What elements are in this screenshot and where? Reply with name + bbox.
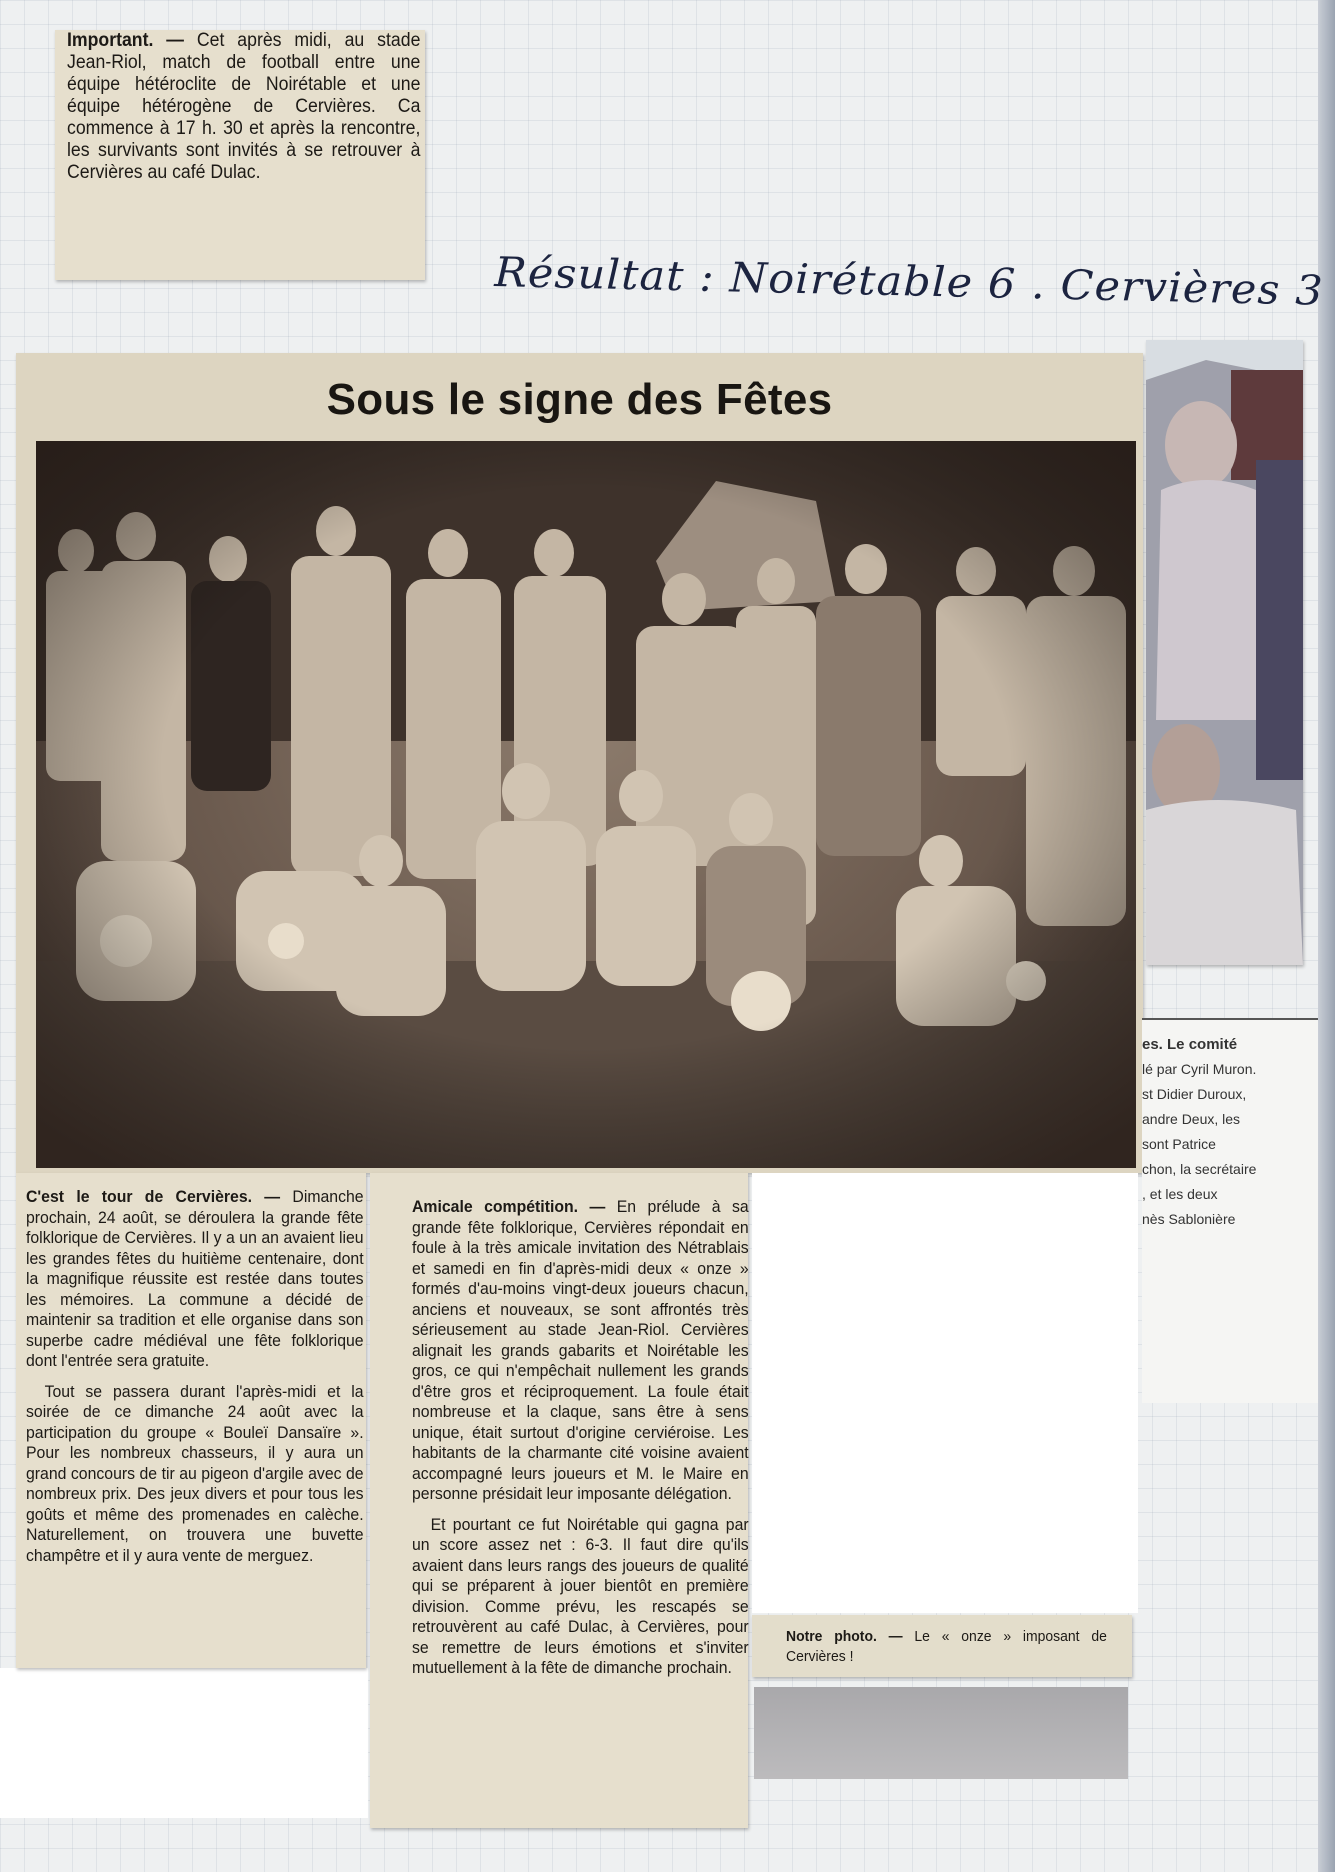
side-caption-line: andre Deux, les [1142,1111,1241,1127]
column-1-lead: C'est le tour de Cervières. — [26,1187,281,1206]
article-headline: Sous le signe des Fêtes [326,375,833,424]
column-1-text [26,1187,364,1576]
column-2-paragraph-1: En prélude à sa grande fête folklorique, Cervières répondait en foule à la très amicale invitation des Nétrablais et samedi en fin d'après-midi deux « onze » formés d'au-moins vingt-deux joueurs chacun, anciens et nouveaux, se sont affrontés très sérieusement au stade Jean-Riol. Cervières alignait les grands gabarits et Noirétable les gros, ce qui n'empêchait nullement les grands d'être gros et réciproquement. La foule était nombreuse et la claque, sans être à sens unique, était surtout d'origine cerviéroise. Les habitants de la charmante cité voisine avaient accompagné leurs joueurs et M. le Maire en personne présidait leur imposante délégation. [412,1197,749,1503]
important-note-text [67,30,420,194]
side-caption-line: , et les deux [1142,1186,1218,1202]
side-caption-line: nès Sablonière [1142,1211,1236,1227]
blank-area [752,1173,1138,1613]
side-caption-line: st Didier Duroux, [1142,1086,1247,1102]
caption-rule [1142,1018,1318,1020]
grey-paper-strip [754,1687,1128,1779]
column-1-paragraph-2: Tout se passera durant l'après-midi et la soirée de ce dimanche 24 août avec la participation du groupe « Bouleï Dansaïre ». Pour les nombreux chasseurs, il y aura un grand concours de tir au pigeon d'argile avec de nombreux prix. Des jeux divers et pour tous les goûts et même des promenades en calèche. Naturellement, on trouvera une buvette champêtre et il y aura vente de merguez. [26,1381,364,1565]
column-2-lead: Amicale compétition. — [412,1197,606,1216]
side-caption-line: chon, la secrétaire [1142,1161,1257,1177]
side-caption-panel [1142,1018,1318,1403]
side-caption-line: sont Patrice [1142,1136,1216,1152]
article-column-2 [370,1173,748,1828]
column-2-text [412,1197,749,1689]
article-clipping [16,353,1143,1173]
side-caption-line: es. Le comité [1142,1036,1238,1053]
side-photo-clipping [1146,340,1303,965]
photo-caption-text: Le « onze » imposant de Cervières ! [786,1628,1107,1665]
column-2-paragraph-2: Et pourtant ce fut Noirétable qui gagna par un score assez net : 6-3. Il faut dire qu'ils avaient dans leurs rangs des joueurs de qualité qui se préparent à jouer bientôt en première division. Comme prévu, les rescapés se retrouvèrent au café Dulac, à Cervières, pour se remettre de leurs émotions et s'inviter mutuellement à la fête de dimanche prochain. [412,1514,749,1677]
article-column-1 [16,1173,366,1668]
blank-area [0,1668,368,1818]
team-photo [36,441,1136,1168]
side-caption [1142,1032,1318,1232]
important-note-lead: Important. — [67,30,184,51]
photo-caption-clipping [752,1615,1132,1677]
side-caption-line: lé par Cyril Muron. [1142,1061,1257,1077]
photo-caption-lead: Notre photo. — [786,1628,903,1645]
photo-caption [786,1627,1107,1677]
column-1-paragraph-1: Dimanche prochain, 24 août, se déroulera la grande fête folklorique de Cervières. Il y a un an avaient lieu les grandes fêtes du huitième centenaire, dont la magnifique réussite est restée dans toutes les mémoires. La commune a décidé de maintenir sa tradition et elle organise dans son superbe cadre médiéval une fête folklorique dont l'entrée sera gratuite. [26,1187,364,1370]
important-note-clipping [55,30,425,280]
important-note-body: Cet après midi, au stade Jean-Riol, match de football entre une équipe hétéroclite de Noirétable et une équipe hétérogène de Cervières. Ca commence à 17 h. 30 et après la rencontre, les survivants sont invités à se retrouver à Cervières au café Dulac. [67,30,421,183]
handwritten-result: Résultat : Noirétable 6 . Cervières 3 [493,248,1325,315]
